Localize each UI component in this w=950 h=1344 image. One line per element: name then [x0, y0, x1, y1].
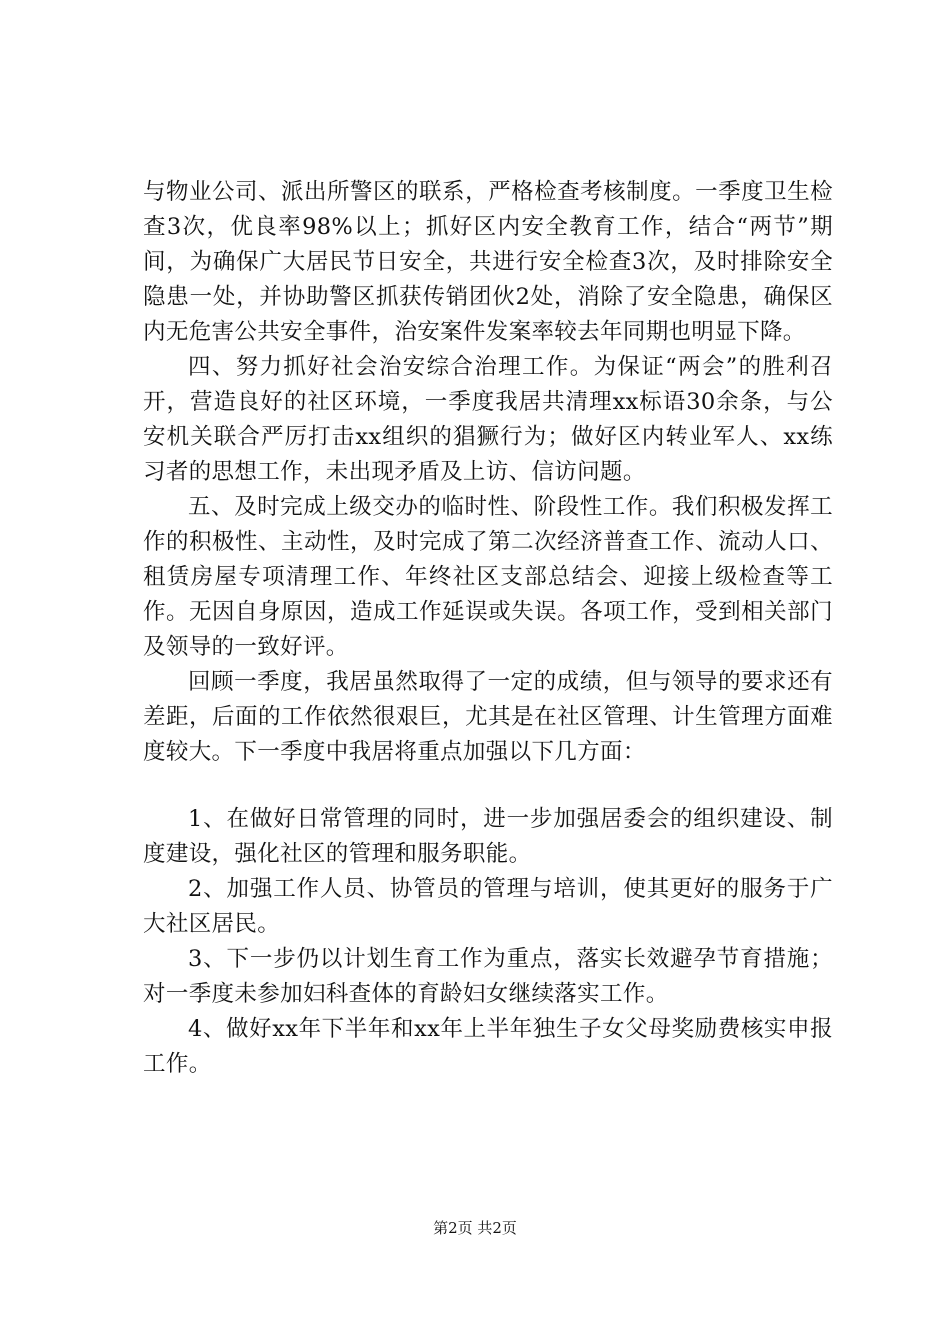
- list-item: 2、加强工作人员、协管员的管理与培训，使其更好的服务于广大社区居民。: [143, 876, 833, 937]
- paragraph-temporary-tasks: 五、及时完成上级交办的临时性、阶段性工作。我们积极发挥工作的积极性、主动性，及时完成了第二次经济普查工作、流动人口、租赁房屋专项清理工作、年终社区支部总结会、迎接上级检查等工作。无因自身原因，造成工作延误或失误。各项工作，受到相关部门及领导的一致好评。: [143, 494, 833, 660]
- paragraph-review: 回顾一季度，我居虽然取得了一定的成绩，但与领导的要求还有差距，后面的工作依然很艰巨，尤其是在社区管理、计生管理方面难度较大。下一季度中我居将重点加强以下几方面：: [143, 669, 833, 765]
- paragraph-security-work: 与物业公司、派出所警区的联系，严格检查考核制度。一季度卫生检查3次，优良率98%以上；抓好区内安全教育工作，结合“两节”期间，为确保广大居民节日安全，共进行安全检查3次，及时排除安全隐患一处，并协助警区抓获传销团伙2处，消除了安全隐患，确保区内无危害公共安全事件，治安案件发案率较去年同期也明显下降。: [143, 179, 833, 345]
- page-number-footer: 第2页 共2页: [433, 1219, 517, 1237]
- list-item: 1、在做好日常管理的同时，进一步加强居委会的组织建设、制度建设，强化社区的管理和服务职能。: [143, 806, 833, 867]
- paragraph-public-order: 四、努力抓好社会治安综合治理工作。为保证“两会”的胜利召开，营造良好的社区环境，一季度我居共清理xx标语30余条，与公安机关联合严厉打击xx组织的猖獗行为；做好区内转业军人、xx练习者的思想工作，未出现矛盾及上访、信访问题。: [143, 354, 833, 485]
- list-item: 4、做好xx年下半年和xx年上半年独生子女父母奖励费核实申报工作。: [143, 1016, 833, 1077]
- document-body: [143, 175, 833, 1082]
- list-item: 3、下一步仍以计划生育工作为重点，落实长效避孕节育措施；对一季度未参加妇科查体的育龄妇女继续落实工作。: [143, 946, 833, 1007]
